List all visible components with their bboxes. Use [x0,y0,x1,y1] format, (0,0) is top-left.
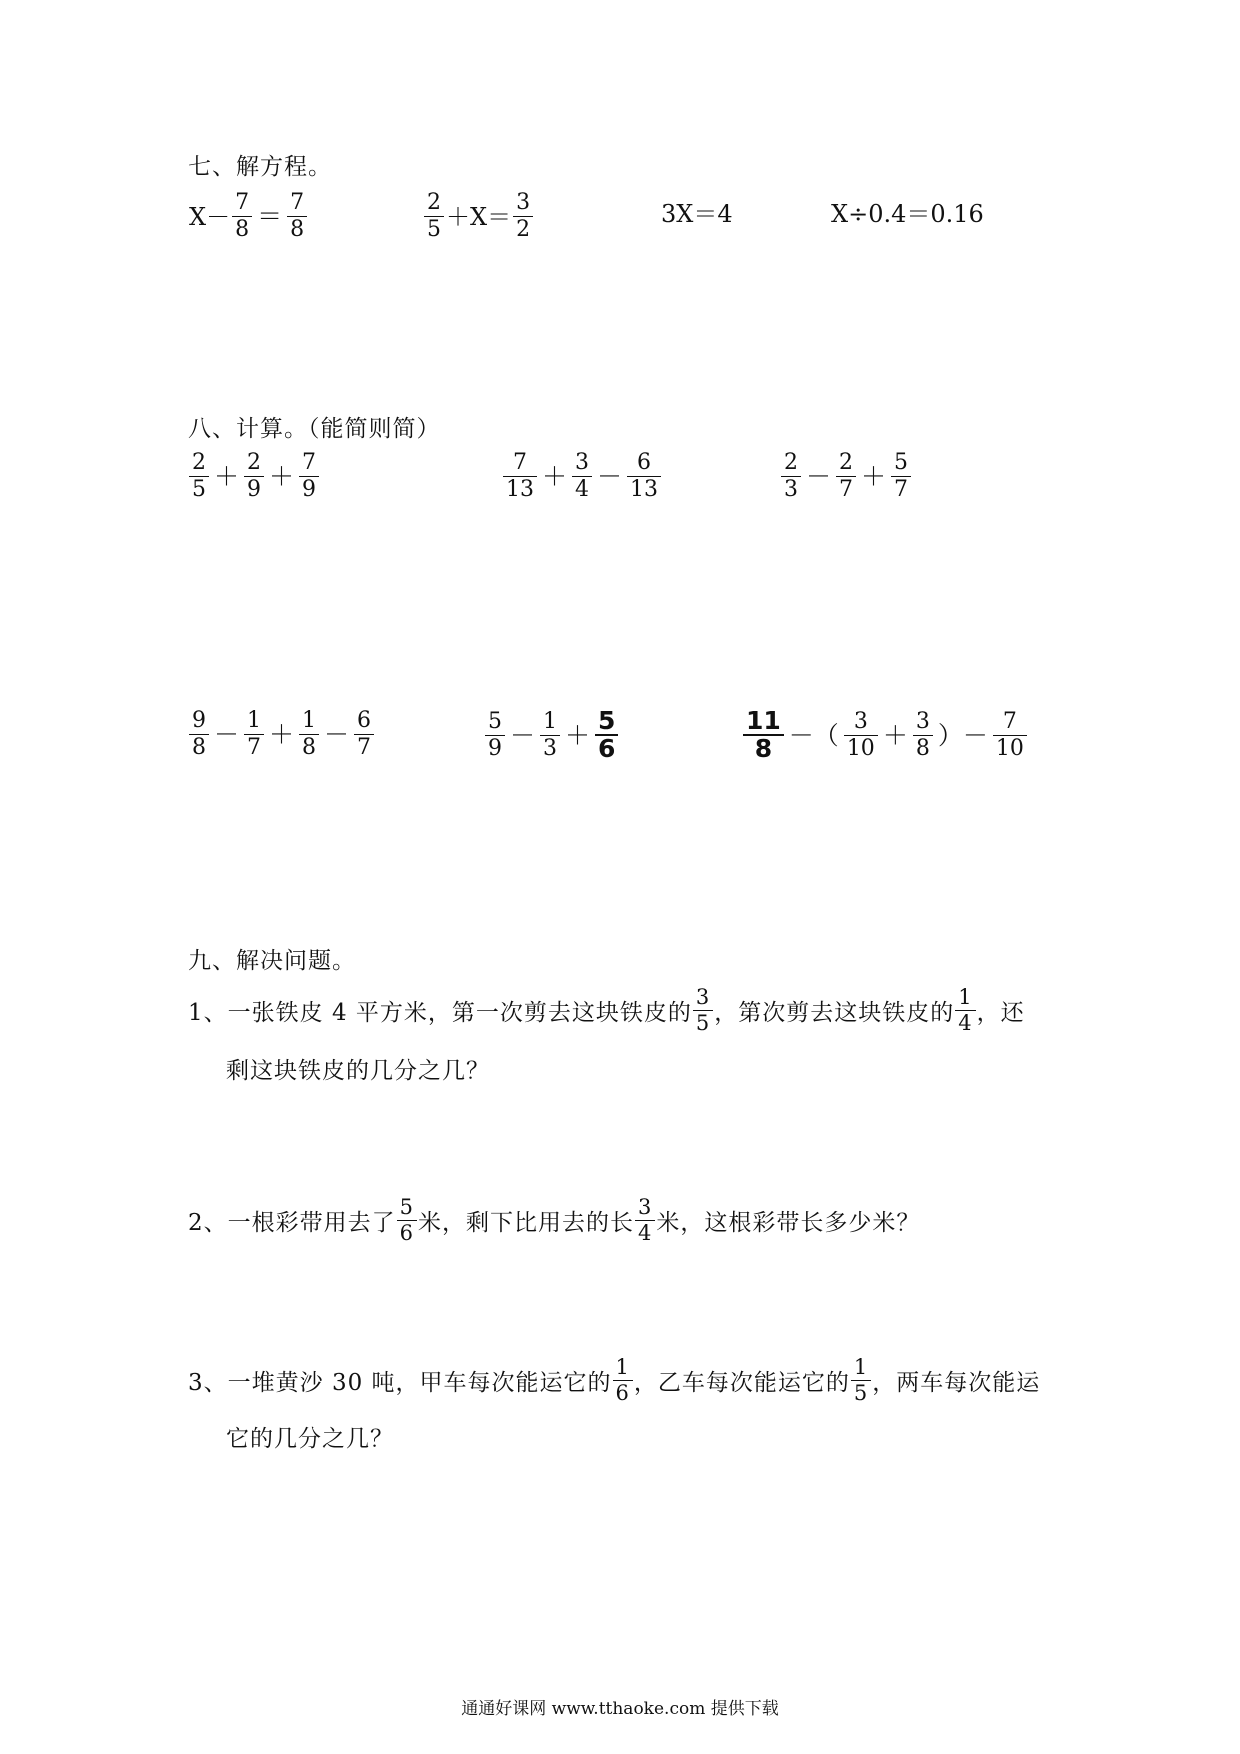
problem-text: ，乙车每次能运它的 [633,1370,850,1396]
fraction [613,1355,633,1406]
numerator: 6 [357,708,372,733]
numerator: 2 [839,450,854,475]
equation-4 [830,202,985,226]
denominator: 6 [615,1381,630,1405]
fraction [354,708,374,761]
denominator: 9 [302,477,317,502]
problem-text: 剩这块铁皮的几分之几？ [226,1058,490,1084]
denominator: 5 [427,217,441,242]
denominator: 8 [290,217,305,242]
fraction [572,450,592,503]
fraction [781,450,801,503]
fraction [836,450,856,503]
operator: －（ [788,720,839,750]
equation-2 [423,190,534,243]
numerator: 5 [488,708,502,734]
numerator: 3 [915,708,930,734]
denominator: 9 [247,477,262,502]
section-7-title: 七、解方程。 [188,154,332,180]
denominator: 4 [638,1221,653,1245]
calculation-3 [780,450,912,503]
denominator: 5 [853,1381,869,1405]
operator: ＋ [269,462,295,491]
fraction-bold [743,708,784,762]
numerator: 1 [853,1355,869,1379]
operator: － [597,462,623,491]
eq2-middle: ＋X＝ [446,202,512,231]
numerator: 1 [247,708,262,733]
denominator: 4 [958,1011,973,1035]
problem-text: 2、一根彩带用去了 [188,1210,396,1236]
numerator: 5 [894,450,909,475]
problem-text: 3、一堆黄沙 30 吨，甲车每次能运它的 [188,1370,612,1396]
denominator: 6 [399,1221,415,1245]
eq4-text: X÷0.4＝0.16 [831,200,984,228]
denominator: 13 [506,477,534,502]
numerator: 2 [784,450,798,475]
problem-text: ，第次剪去这块铁皮的 [714,1000,955,1026]
denominator: 7 [357,735,372,760]
operator: － [324,720,350,749]
fraction [513,190,533,243]
fraction [913,709,933,762]
numerator: 2 [247,450,262,475]
denominator: 13 [630,477,659,502]
numerator: 1 [615,1355,630,1379]
denominator: 10 [846,735,875,761]
problem-2 [188,1195,920,1246]
numerator: 3 [853,708,868,734]
denominator: 6 [598,734,616,763]
denominator: 8 [192,735,206,760]
numerator: 7 [235,190,250,215]
denominator: 8 [915,735,930,761]
operator: ＋ [269,720,295,749]
equation-1 [188,190,308,243]
denominator: 8 [754,734,773,763]
denominator: 5 [695,1011,711,1035]
problem-text: 它的几分之几？ [226,1426,394,1452]
numerator: 3 [516,190,531,215]
calculation-1 [188,450,320,503]
operator: － [510,720,536,750]
operator: ＋ [214,462,240,491]
fraction [397,1195,417,1246]
fraction [851,1355,871,1406]
operator: － [806,462,832,491]
section-8-title: 八、计算。（能简则简） [188,416,441,442]
denominator: 2 [516,217,531,242]
calculation-6 [742,708,1028,762]
denominator: 8 [302,735,317,760]
fraction [955,985,975,1036]
fraction [503,450,537,503]
fraction [485,709,505,762]
equals-sign: ＝ [257,202,283,231]
fraction [189,450,209,503]
numerator: 9 [192,708,206,733]
denominator: 7 [839,477,854,502]
numerator: 3 [638,1195,653,1219]
operator: ＋ [882,720,908,750]
operator: － [214,720,240,749]
problem-1-line-1 [188,985,1025,1036]
fraction [244,450,264,503]
fraction [424,190,444,243]
numerator: 1 [543,708,558,734]
denominator: 8 [235,217,250,242]
numerator: 5 [399,1195,415,1219]
denominator: 3 [543,735,558,761]
problem-text: 米，剩下比用去的长 [418,1210,635,1236]
numerator: 2 [427,190,441,215]
numerator: 2 [192,450,206,475]
numerator: 3 [695,985,711,1009]
numerator: 7 [290,190,305,215]
operator: ＋ [542,462,568,491]
problem-text: 米，这根彩带长多少米？ [656,1210,921,1236]
denominator: 3 [784,477,798,502]
operator: ＋ [565,720,591,750]
fraction [287,190,307,243]
problem-text: 1、一张铁皮 4 平方米，第一次剪去这块铁皮的 [188,1000,692,1026]
fraction [244,708,264,761]
denominator: 7 [894,477,909,502]
calculation-4 [188,708,375,761]
numerator: 7 [513,450,527,475]
section-9-title: 九、解决问题。 [188,948,356,974]
fraction [693,985,713,1036]
denominator: 5 [192,477,206,502]
numerator: 3 [575,450,590,475]
fraction [844,709,878,762]
eq1-prefix: X－ [189,202,231,231]
problem-3-line-2 [226,1420,394,1453]
eq3-text: 3X＝4 [661,200,733,228]
fraction [299,708,319,761]
problem-3-line-1 [188,1355,1040,1406]
fraction [635,1195,655,1246]
numerator: 6 [637,450,652,475]
operator: ＋ [861,462,887,491]
denominator: 4 [575,477,590,502]
page-footer: 通通好课网 www.tthaoke.com 提供下载 [461,1699,779,1719]
numerator: 5 [598,706,616,735]
denominator: 7 [247,735,262,760]
fraction [891,450,911,503]
fraction [540,709,560,762]
equation-3 [660,202,734,226]
problem-1-line-2 [226,1052,490,1085]
denominator: 9 [488,735,502,761]
numerator: 1 [302,708,317,733]
fraction [232,190,252,243]
calculation-2 [502,450,662,503]
fraction [299,450,319,503]
problem-text: ，两车每次能运 [872,1370,1041,1396]
fraction [993,709,1027,762]
calculation-5 [484,708,619,762]
numerator: 7 [1002,708,1017,734]
numerator: 7 [302,450,317,475]
fraction [627,450,661,503]
numerator: 1 [958,985,973,1009]
problem-text: ，还 [976,1000,1025,1026]
fraction-bold [595,708,618,762]
numerator: 11 [746,706,781,735]
fraction [189,708,209,761]
operator: ）－ [937,720,988,750]
denominator: 10 [995,735,1024,761]
